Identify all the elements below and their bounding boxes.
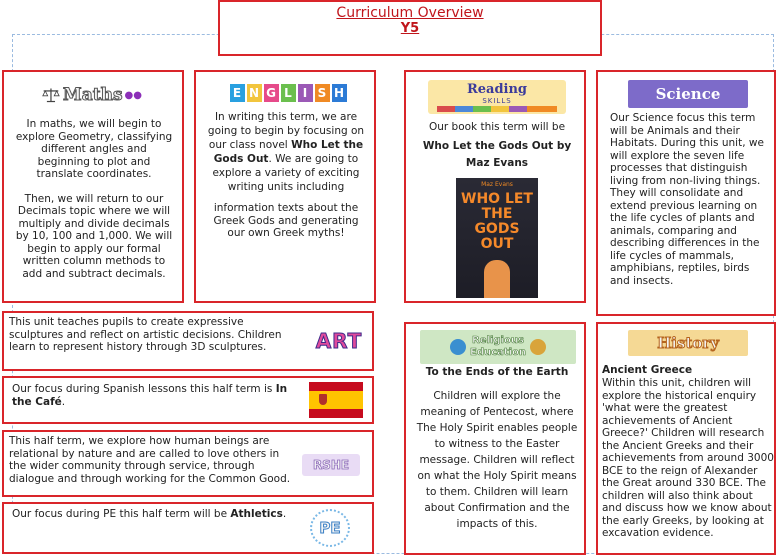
rshe-logo-text: RSHE	[312, 458, 350, 472]
pe-box	[2, 502, 374, 554]
history-unit-title: Ancient Greece	[602, 364, 693, 376]
history-logo-text: History	[657, 334, 719, 352]
pe-topic: Athletics	[230, 508, 283, 520]
art-logo-text: ART	[315, 329, 363, 353]
spanish-box	[2, 376, 374, 424]
english-logo-letter: N	[247, 84, 262, 102]
art-logo	[310, 323, 368, 359]
reading-book-title: Who Let the Gods Out by Maz Evans	[422, 140, 572, 169]
maths-logo	[42, 82, 142, 108]
symbol-icon	[530, 339, 546, 355]
english-box	[194, 70, 376, 303]
maths-logo-text: Maths	[62, 85, 123, 105]
english-logo-letter: S	[315, 84, 330, 102]
pe-text: Our focus during PE this half term will be Athletics.	[12, 508, 287, 520]
maths-text-1: In maths, we will begin to explore Geometry, classifying different angles and beginning to plot and translate coordinates.	[15, 118, 173, 180]
re-box	[404, 322, 586, 555]
english-logo-letter: E	[230, 84, 245, 102]
dove-icon	[450, 339, 466, 355]
spain-flag-image	[309, 382, 363, 418]
english-logo-letter: G	[264, 84, 279, 102]
re-logo	[420, 330, 576, 364]
book-cover-figure	[484, 260, 510, 298]
english-text-1: In writing this term, we are going to begin by focusing on our class novel Who Let the Gods Out. We are going to explore a variety of exciting writing units including	[207, 111, 365, 193]
science-logo	[628, 80, 748, 108]
reading-books-shelf	[437, 106, 557, 112]
rshe-box	[2, 430, 374, 497]
english-logo	[226, 82, 350, 104]
pe-logo	[310, 509, 350, 547]
re-logo-line2: Education	[470, 347, 526, 358]
header-box	[218, 0, 602, 56]
year-group-label: Y5	[400, 21, 420, 36]
spanish-text: Our focus during Spanish lessons this half term is In the Café.	[12, 383, 288, 408]
art-text: This unit teaches pupils to create expressive sculptures and reflect on artistic decisions. Children learn to represent history through 3D sculptures.	[9, 316, 282, 353]
history-text: Within this unit, children will explore the historical enquiry 'what were the greatest achievements of Ancient Greece?' Children will research the Ancient Greeks and their achievements from around 3000 BCE to the reign of Alexander the Great around 330 BCE. The children will also think about and discuss how we know about the early Greeks, by looking at excavation evidence.	[602, 377, 774, 539]
science-logo-text: Science	[655, 85, 721, 103]
spanish-topic: In the Café	[12, 383, 288, 408]
re-logo-line1: Religious	[472, 335, 524, 346]
re-text: Children will explore the meaning of Pentecost, where The Holy Spirit enables people to witness to the Easter message. Children will reflect on what the Holy Spirit means to them. Children will learn about Confirmation and the impacts of this.	[416, 390, 578, 530]
balance-scale-icon	[42, 85, 60, 105]
english-text-2: information texts about the Greek Gods and generating our own Greek myths!	[213, 202, 359, 239]
pe-logo-text: PE	[319, 519, 341, 537]
maths-box	[2, 70, 184, 303]
english-novel-title: Who Let the Gods Out	[213, 139, 364, 165]
english-logo-letter: H	[332, 84, 347, 102]
book-cover-title: WHO LET THE GODS OUT	[461, 191, 533, 252]
art-box	[2, 311, 374, 371]
re-unit-title: To the Ends of the Earth	[425, 366, 569, 378]
book-cover-image	[456, 178, 538, 298]
reading-box	[404, 70, 586, 303]
history-box	[596, 322, 776, 555]
science-box	[596, 70, 776, 316]
reading-logo-text: Reading	[466, 81, 528, 97]
reading-logo	[428, 80, 566, 114]
spain-coat-of-arms-icon	[319, 394, 327, 405]
rshe-text: This half term, we explore how human beings are relational by nature and are called to love others in the wider community through service, through dialogue and through working for the Common Good.	[9, 435, 291, 485]
english-logo-letter: L	[281, 84, 296, 102]
reading-logo-sub: SKILLS	[482, 96, 512, 105]
english-logo-letter: I	[298, 84, 313, 102]
science-text: Our Science focus this term will be Animals and their Habitats. During this unit, we will explore the seven life processes that distinguish living from non-living things. They will consolidate and extend previous learning on the life cycles of plants and animals, comparing and describing differences in the life cycles of mammals, amphibians, reptiles, birds and insects.	[610, 112, 764, 287]
maths-text-2: Then, we will return to our Decimals topic where we will multiply and divide decimals by 10, 100 and 1,000. We will begin to apply our formal written column methods to add and subtract decimals.	[15, 192, 173, 280]
maths-logo-dots: ●●	[124, 89, 142, 101]
book-cover-author: Maz Evans	[481, 181, 513, 188]
history-logo	[628, 330, 748, 356]
rshe-logo	[302, 454, 360, 476]
reading-intro: Our book this term will be	[428, 121, 566, 133]
page-title: Curriculum Overview	[336, 5, 484, 21]
